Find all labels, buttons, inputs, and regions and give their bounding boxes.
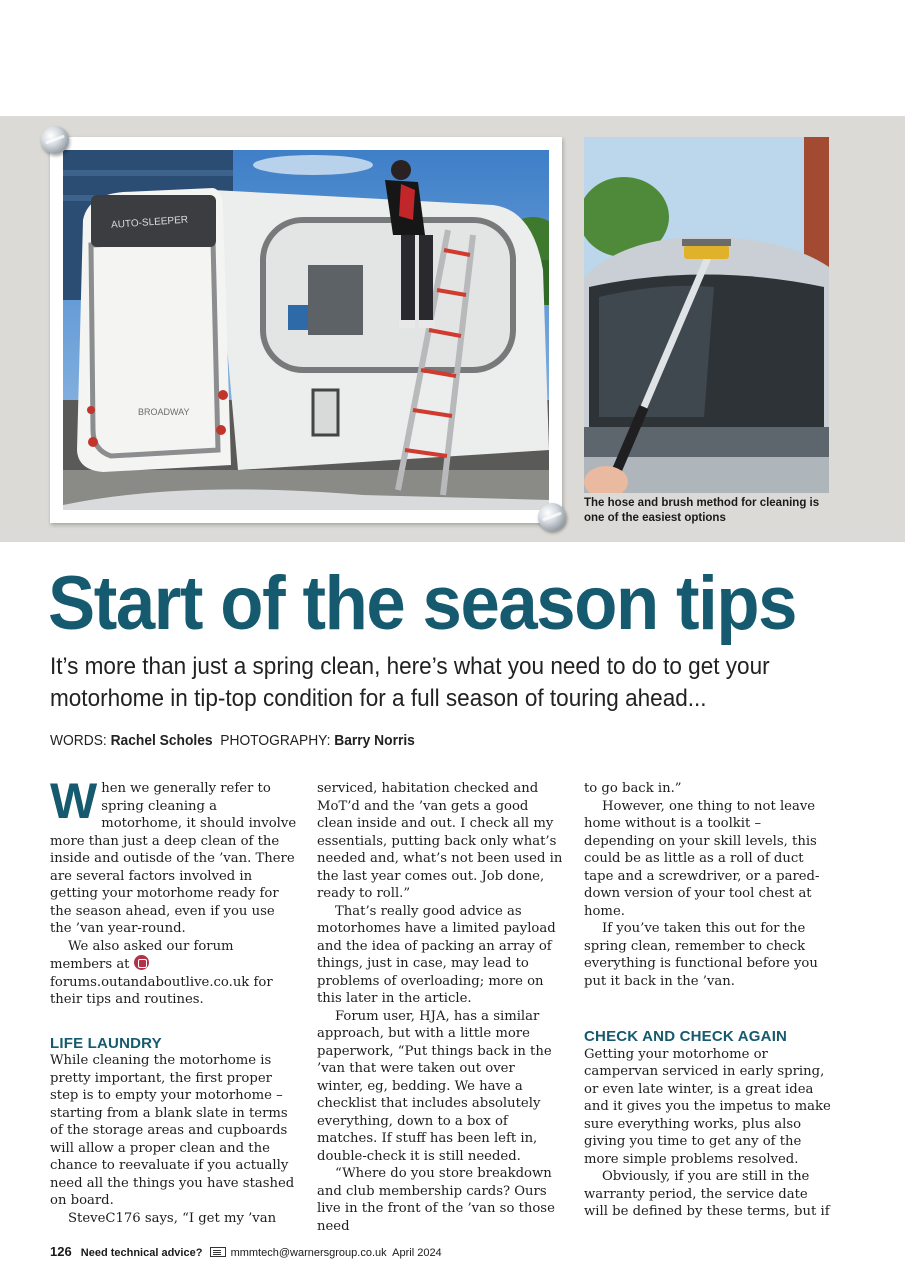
paragraph: to go back in.”: [584, 781, 682, 796]
main-photo: [63, 150, 549, 510]
footer-email[interactable]: mmmtech@warnersgroup.co.uk: [230, 1247, 387, 1259]
words-name: Rachel Scholes: [110, 732, 213, 749]
photography-label: PHOTOGRAPHY:: [220, 732, 331, 749]
paragraph: “Where do you store breakdown and club membership cards? Ours live in the front of the ’van so those need: [317, 1166, 555, 1234]
photo-caption: The hose and brush method for cleaning is one of the easiest options: [584, 497, 820, 524]
subheading: CHECK AND CHECK AGAIN: [584, 1028, 788, 1045]
credits: [50, 732, 415, 749]
words-label: WORDS:: [50, 732, 107, 749]
paragraph-text: hen we generally refer to spring cleaning a motorhome, it should involve more than just a deep clean of the inside and outisde of the ’van. There are several factors involved in getting your motorhome ready for the season ahead, even if you use the ’van year-round.: [50, 781, 297, 936]
forum-link[interactable]: forums.outandaboutlive.co.uk: [50, 974, 250, 990]
paragraph: serviced, habitation checked and MoT’d and the ’van gets a good clean inside and out. I check all my essentials, putting back only what’s needed and, what’s not been used in the last year comes out. Job done, ready to roll.”: [317, 781, 563, 901]
column-1: [50, 773, 298, 1227]
paragraph-text: We also asked our forum members at: [50, 938, 234, 972]
standfirst-line: motorhome in tip-top condition for a full season of touring ahead...: [50, 685, 707, 712]
paragraph-text: for their tips and routines.: [50, 974, 273, 1007]
mail-icon: [210, 1247, 226, 1257]
van-brand-text: AUTO-SLEEPER: [110, 214, 189, 231]
paragraph: That’s really good advice as motorhomes have a limited payload and the idea of packing an array of things, just in case, may lead to problems of overloading; more on this later in the article.: [317, 903, 556, 1006]
paragraph: However, one thing to not leave home without is a toolkit – depending on your skill levels, this could be as little as a roll of duct tape and a screwdriver, or a pared-down version of your tool chest at home.: [584, 798, 820, 919]
paragraph: [50, 938, 298, 1009]
paragraph: While cleaning the motorhome is pretty important, the first proper step is to empty your motorhome – starting from a blank slate in terms of the storage areas and cupboards will allow a proper clean and the chance to reevaluate if you actually need all the things you have stashed on board.: [50, 1053, 295, 1208]
issue-date: April 2024: [392, 1247, 442, 1259]
article-title: Start of the season tips: [48, 561, 797, 646]
side-photo: [584, 137, 829, 493]
paragraph: [50, 773, 298, 938]
footer-question: Need technical advice?: [80, 1247, 203, 1259]
column-2: [317, 780, 565, 1235]
standfirst-line: It’s more than just a spring clean, here’s what you need to do to get your: [50, 653, 770, 680]
paragraph: Obviously, if you are still in the warranty period, the service date will be defined by these terms, but if: [584, 1169, 830, 1219]
standfirst: [50, 651, 786, 715]
pin-icon: [41, 126, 69, 154]
column-3: [584, 780, 832, 1221]
subheading: LIFE LAUNDRY: [50, 1034, 162, 1052]
page-number: 126: [50, 1244, 72, 1259]
drop-cap: W: [50, 773, 98, 829]
pin-icon: [538, 503, 566, 531]
paragraph: SteveC176 says, “I get my ’van: [68, 1210, 277, 1226]
paragraph: Getting your motorhome or campervan serviced in early spring, or even late winter, is a great idea and it gives you the impetus to make sure everything works, plus also giving you time to get any of the more simple problems resolved.: [584, 1046, 831, 1167]
photography-name: Barry Norris: [334, 732, 415, 749]
page-footer: [50, 1244, 442, 1259]
forum-logo-icon: [134, 955, 149, 970]
paragraph: Forum user, HJA, has a similar approach, but with a little more paperwork, “Put things back in the ’van that were taken out over winter, eg, bedding. We have a checklist that includes absolutely everything, down to a box of matches. If stuff has been left in, double-check it is still needed.: [317, 1008, 552, 1164]
van-model-text: BROADWAY: [138, 407, 190, 417]
paragraph: If you’ve taken this out for the spring clean, remember to check everything is functional before you put it back in the ’van.: [584, 921, 818, 989]
